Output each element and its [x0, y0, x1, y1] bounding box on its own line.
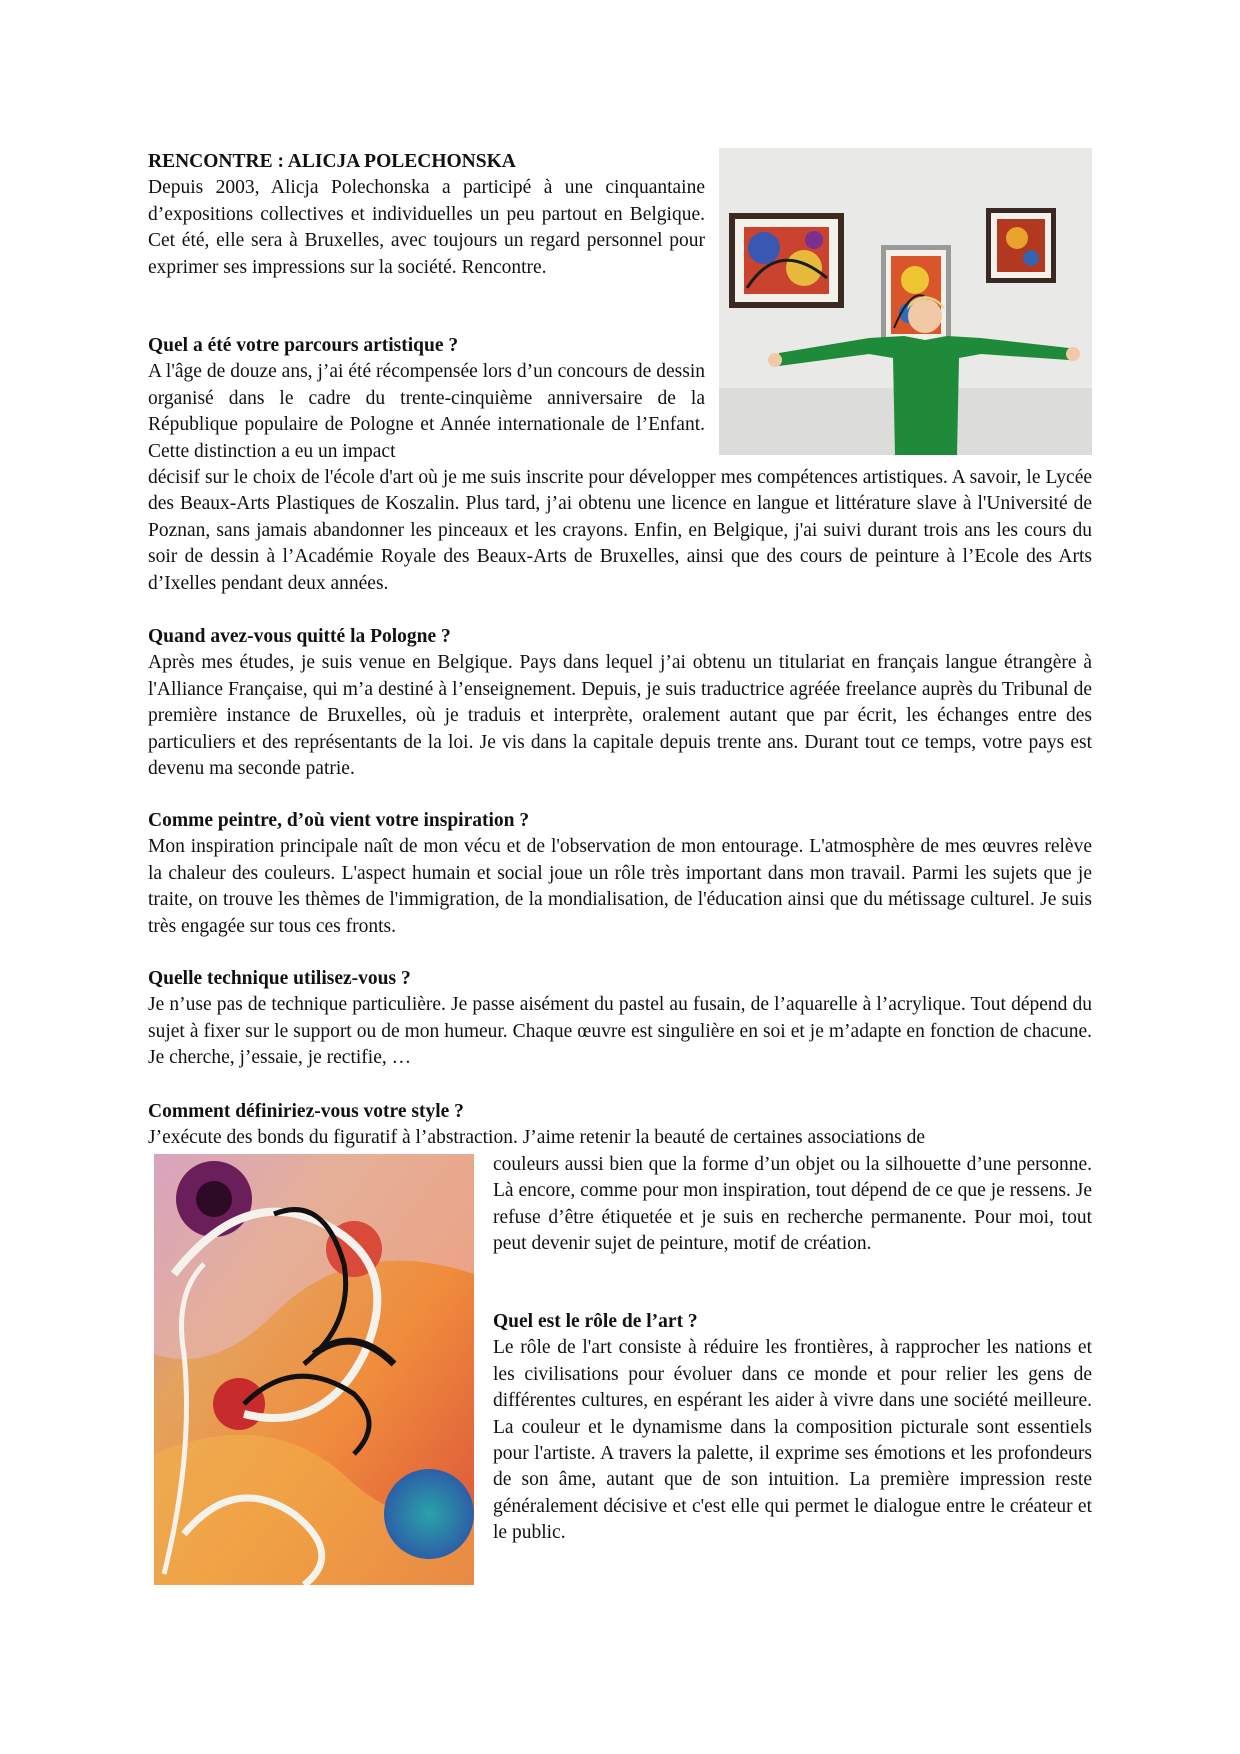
answer-style-line1: J’exécute des bonds du figuratif à l’abstraction. J’aime retenir la beauté de certaines associations de: [148, 1127, 925, 1148]
section-parcours: [148, 333, 705, 465]
abstract-painting-illustration: [154, 1154, 474, 1585]
answer-quand: Après mes études, je suis venue en Belgique. Pays dans lequel j’ai obtenu un titulariat en français langue étrangère à l'Alliance Française, qui m’a destiné à l’enseignement. Depuis, je suis traductrice agréée freelance auprès du Tribunal de première instance de Bruxelles, où je traduis et interprète, oralement autant que par écrit, les échanges entre des particuliers et des représentants de la loi. Je vis dans la capitale depuis trente ans. Durant tout ce temps, votre pays est devenu ma seconde patrie.: [148, 652, 1092, 780]
answer-parcours-part2: décisif sur le choix de l'école d'art où je me suis inscrite pour développer mes compétences artistiques. A savoir, le Lycée des Beaux-Arts Plastiques de Koszalin. Plus tard, j’ai obtenu une licence en langue et littérature slave à l'Université de Poznan, sans jamais abandonner les pinceaux et les crayons. Enfin, en Belgique, j'ai suivi durant trois ans les cours du soir de dessin à l’Académie Royale des Beaux-Arts de Bruxelles, ainsi que des cours de peinture à l’Ecole des Arts d’Ixelles pendant deux années.: [148, 467, 1092, 594]
answer-inspiration: Mon inspiration principale naît de mon vécu et de l'observation de mon entourage. L'atmosphère de mes œuvres relève la chaleur des couleurs. L'aspect humain et social joue un rôle très important dans mon travail. Parmi les sujets que je traite, on trouve les thèmes de l'immigration, de la mondialisation, de l'éducation ainsi que du métissage culturel. Je suis très engagée sur tous ces fronts.: [148, 836, 1092, 937]
section-quand: [148, 624, 1092, 782]
answer-role: Le rôle de l'art consiste à réduire les frontières, à rapprocher les nations et les civilisations pour évoluer dans ce monde et pour relier les gens de différentes cultures, en espérant les aider à vivre dans une société meilleure. La couleur et le dynamisme dans la composition picturale sont essentiels pour l'artiste. A travers la palette, il exprime ses émotions et les profondeurs de son âme, autant que de son intuition. La première impression reste généralement décisive et c'est elle qui permet le dialogue entre le créateur et le public.: [493, 1337, 1092, 1544]
intro-block: [148, 149, 705, 281]
intro-text: Depuis 2003, Alicja Polechonska a participé à une cinquantaine d’expositions collectives et individuelles un peu partout en Belgique. Cet été, elle sera à Bruxelles, avec toujours un regard personnel pour exprimer ses impressions sur la société. Rencontre.: [148, 177, 705, 278]
question-quand: Quand avez-vous quitté la Pologne ?: [148, 626, 451, 647]
question-role: Quel est le rôle de l’art ?: [493, 1311, 698, 1332]
question-inspiration: Comme peintre, d’où vient votre inspiration ?: [148, 810, 530, 831]
question-technique: Quelle technique utilisez-vous ?: [148, 968, 411, 989]
question-style: Comment définiriez-vous votre style ?: [148, 1101, 464, 1122]
article-title: RENCONTRE : ALICJA POLECHONSKA: [148, 151, 516, 172]
section-inspiration: [148, 808, 1092, 940]
answer-style-rest-block: [493, 1152, 1092, 1258]
question-parcours: Quel a été votre parcours artistique ?: [148, 335, 459, 356]
answer-parcours-part1: A l'âge de douze ans, j’ai été récompensée lors d’un concours de dessin organisé dans le cadre du trente-cinquième anniversaire de la République populaire de Pologne et Année internationale de l’Enfant. Cette distinction a eu un impact: [148, 361, 705, 462]
answer-style-rest: couleurs aussi bien que la forme d’un objet ou la silhouette d’une personne. Là encore, comme pour mon inspiration, tout dépend de ce que je ressens. Je refuse d’être étiquetée et je suis en recherche permanente. Pour moi, tout peut devenir sujet de peinture, motif de création.: [493, 1154, 1092, 1255]
abstract-painting: [154, 1154, 474, 1585]
section-technique: [148, 966, 1092, 1072]
section-parcours-continued: [148, 465, 1092, 597]
section-style: [148, 1099, 1092, 1125]
artist-photo: [719, 148, 1092, 455]
answer-style-line1-block: [148, 1125, 1092, 1151]
section-role: [493, 1309, 1092, 1547]
answer-technique: Je n’use pas de technique particulière. Je passe aisément du pastel au fusain, de l’aquarelle à l’acrylique. Tout dépend du sujet à fixer sur le support ou de mon humeur. Chaque œuvre est singulière en soi et je m’adapte en fonction de chacune. Je cherche, j’essaie, je rectifie, …: [148, 994, 1092, 1069]
gallery-photo-illustration: [719, 148, 1092, 455]
